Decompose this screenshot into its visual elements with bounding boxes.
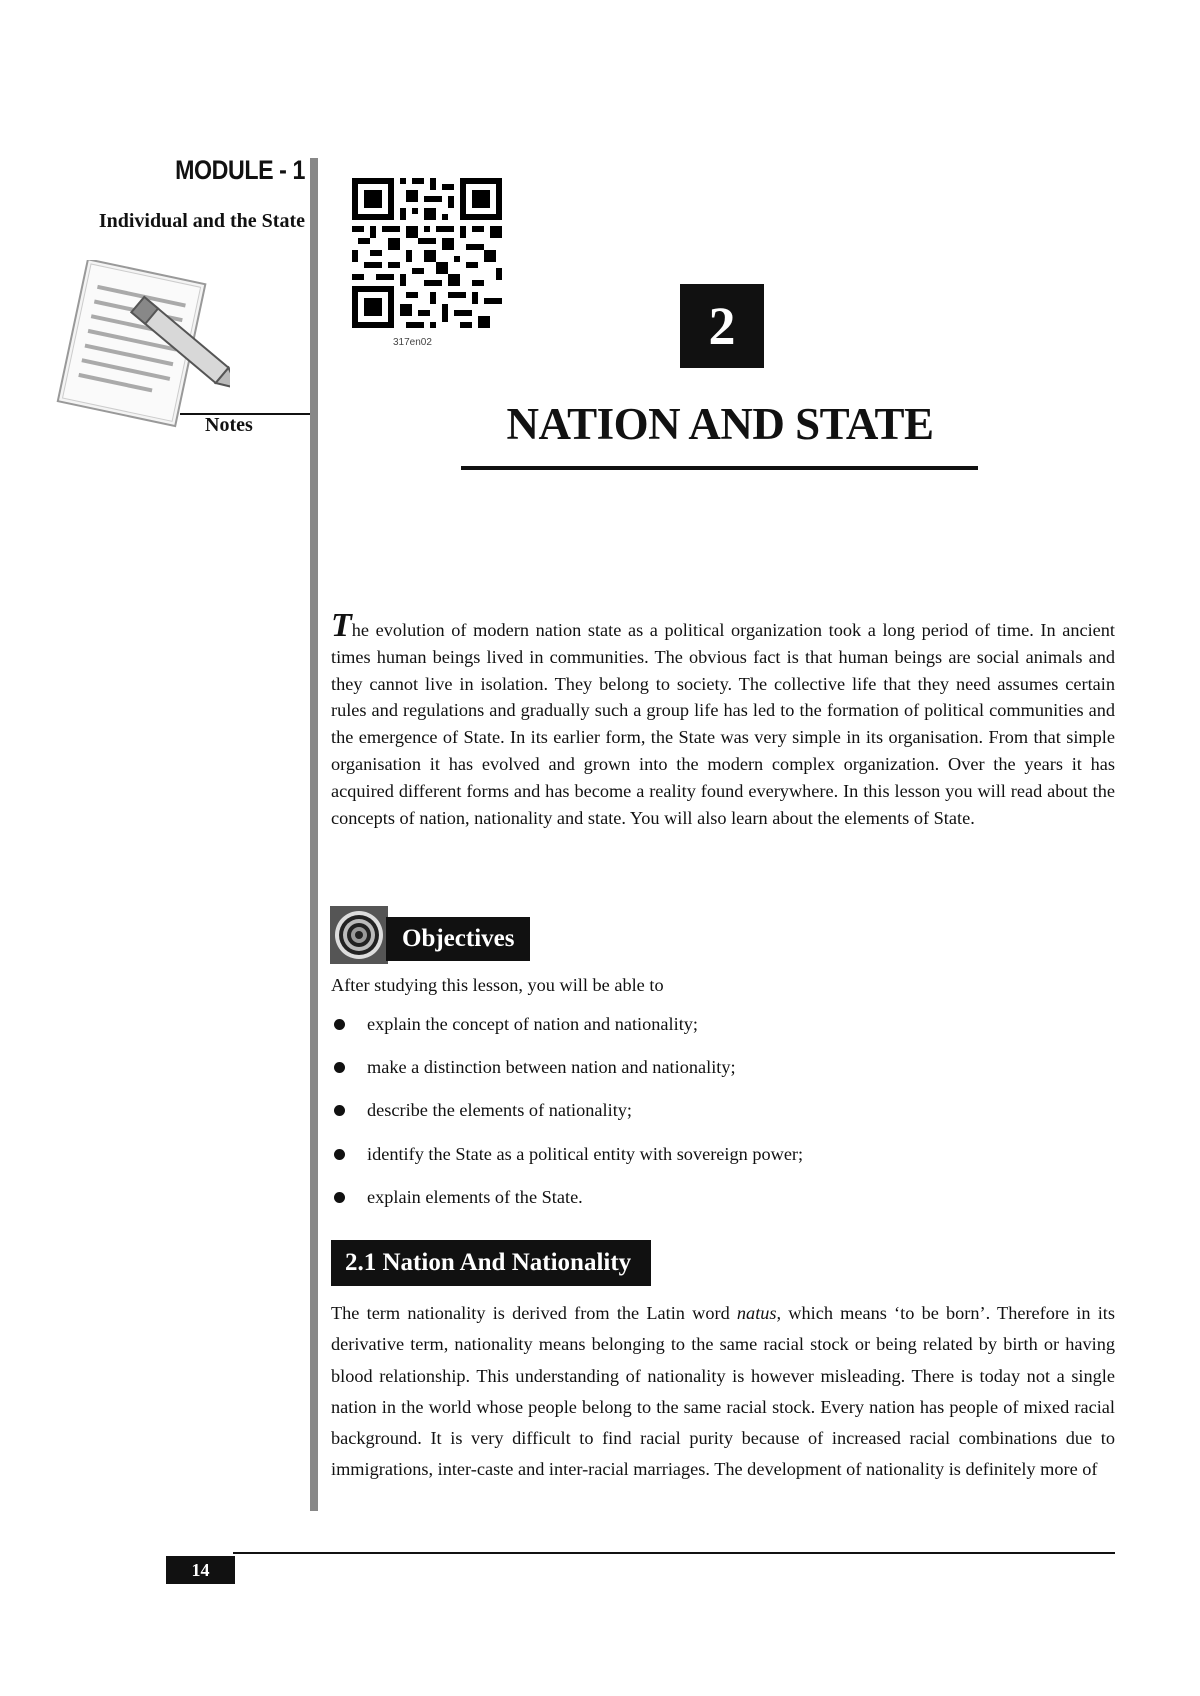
bullet-icon bbox=[334, 1062, 345, 1073]
target-icon bbox=[330, 906, 388, 964]
qr-code-label: 317en02 bbox=[393, 337, 432, 348]
objectives-list bbox=[331, 1012, 1131, 1228]
qr-code-icon bbox=[352, 178, 502, 328]
bullet-icon bbox=[334, 1019, 345, 1030]
notepad-pencil-icon bbox=[30, 260, 230, 435]
latin-word: natus, bbox=[736, 1303, 782, 1323]
chapter-number: 2 bbox=[680, 284, 764, 368]
intro-text: he evolution of modern nation state as a political organization took a long period of time. In ancient times human beings lived in communities. The obvious fact is that human beings are social animals and they cannot live in isolation. They belong to society. The collective life that they need assumes certain rules and regulations and gradually such a group life has led to the formation of political communities and the emergence of State. In its earlier form, the State was very simple in its organisation. From that simple organisation it has evolved and grown into the modern complex organization. Over the years it has acquired different forms and has become a reality found everywhere. In this lesson you will read about the concepts of nation, nationality and state. You will also learn about the elements of State. bbox=[331, 620, 1115, 828]
bullet-icon bbox=[334, 1149, 345, 1160]
list-item: identify the State as a political entity with sovereign power; bbox=[331, 1142, 1131, 1185]
bullet-icon bbox=[334, 1192, 345, 1203]
objectives-heading bbox=[330, 906, 560, 964]
list-item: make a distinction between nation and nationality; bbox=[331, 1055, 1131, 1098]
list-item: explain the concept of nation and nationality; bbox=[331, 1012, 1131, 1055]
objectives-lead: After studying this lesson, you will be able to bbox=[331, 975, 664, 995]
page-number: 14 bbox=[166, 1556, 235, 1584]
chapter-title: NATION AND STATE bbox=[506, 399, 934, 449]
section-paragraph: The term nationality is derived from the Latin word natus, which means ‘to be born’. Therefore in its derivative term, nationality means belonging to the same racial stock or being related by birth or having blood relationship. This understanding of nationality is however misleading. There is today not a single nation in the world whose people belong to the same racial stock. Every nation has people of mixed racial background. It is very difficult to find racial purity because of increased racial combinations due to immigrations, inter-caste and inter-racial marriages. The development of nationality is definitely more of bbox=[331, 1303, 1115, 1480]
drop-cap: T bbox=[331, 607, 352, 644]
margin-divider bbox=[310, 158, 318, 1511]
list-item: describe the elements of nationality; bbox=[331, 1098, 1131, 1141]
title-rule bbox=[461, 466, 978, 470]
module-title: MODULE - 1 bbox=[175, 155, 305, 185]
bullet-icon bbox=[334, 1105, 345, 1116]
objectives-label: Objectives bbox=[386, 917, 530, 961]
intro-paragraph bbox=[331, 607, 1115, 831]
section-heading: 2.1 Nation And Nationality bbox=[331, 1240, 651, 1286]
footer-rule bbox=[233, 1552, 1115, 1554]
list-item: explain elements of the State. bbox=[331, 1185, 1131, 1228]
module-subtitle: Individual and the State bbox=[98, 210, 305, 232]
notes-label: Notes bbox=[205, 414, 253, 436]
